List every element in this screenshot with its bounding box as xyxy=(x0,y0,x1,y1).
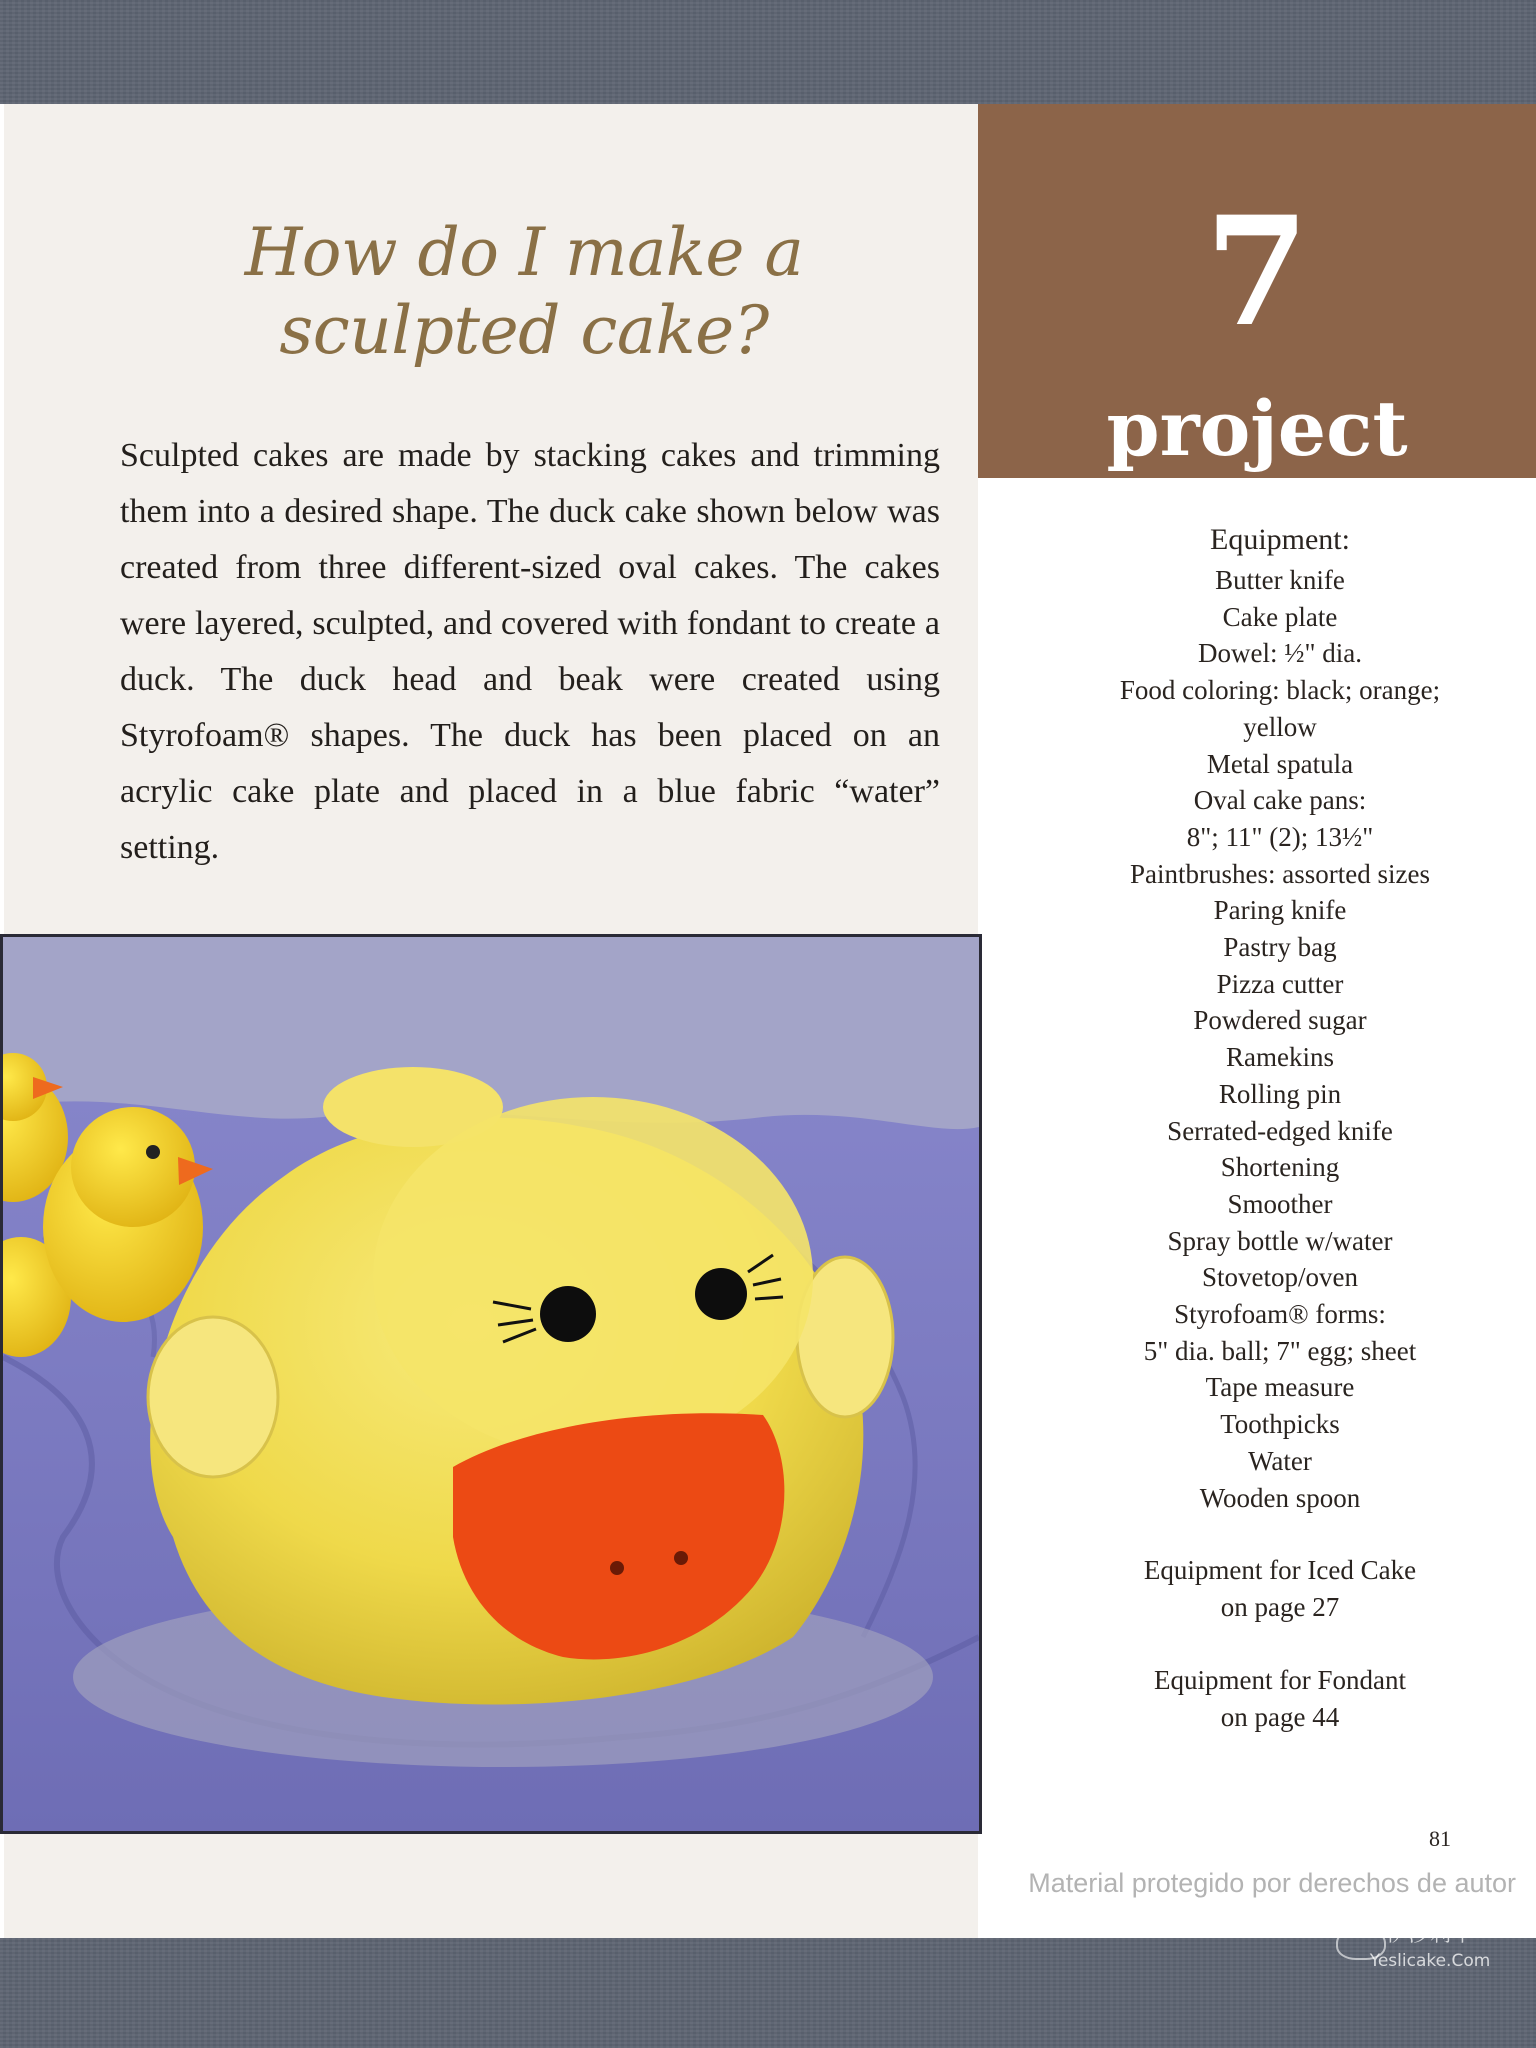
list-item: Food coloring: black; orange; xyxy=(1119,675,1441,706)
list-item: Styrofoam® forms: xyxy=(1174,1299,1386,1330)
list-item: Stovetop/oven xyxy=(1202,1262,1358,1293)
duck-wing-left xyxy=(148,1317,278,1477)
list-item: Ramekins xyxy=(1226,1042,1334,1073)
list-item: Tape measure xyxy=(1205,1372,1355,1403)
duck-eye-right xyxy=(695,1268,747,1320)
chapter-word: project xyxy=(1106,384,1408,473)
watermark-cn: 伊莎莉卡 xyxy=(1385,1922,1474,1947)
iced-cake-note-line1: Equipment for Iced Cake xyxy=(1143,1555,1417,1586)
equipment-section xyxy=(1050,520,1510,1736)
list-item: Paintbrushes: assorted sizes xyxy=(1130,858,1430,889)
list-item: Rolling pin xyxy=(1218,1078,1342,1109)
list-item: Serrated-edged knife xyxy=(1167,1115,1393,1146)
iced-cake-note xyxy=(1050,1552,1510,1626)
duck-cake-photo xyxy=(0,934,982,1834)
list-item: Powdered sugar xyxy=(1193,1005,1367,1036)
list-item: Paring knife xyxy=(1213,895,1347,926)
list-item: Shortening xyxy=(1220,1152,1340,1183)
list-item: Wooden spoon xyxy=(1199,1482,1361,1513)
list-item: Metal spatula xyxy=(1206,748,1354,779)
list-item: 8"; 11" (2); 13½" xyxy=(1186,821,1374,852)
list-item: Pastry bag xyxy=(1223,932,1337,963)
list-item: Butter knife xyxy=(1215,565,1345,595)
list-item: Oval cake pans: xyxy=(1193,785,1367,816)
intro-paragraph: Sculpted cakes are made by stacking cakes and trimming them into a desired shape. The duck cake shown below was created from three different-sized oval cakes. The cakes were layered, sculpted, and covered with fondant to create a duck. The duck head and beak were created using Styrofoam® shapes. The duck has been placed on an acrylic cake plate and placed in a blue fabric “water” setting. xyxy=(120,437,940,866)
watermark xyxy=(1330,1920,1530,1972)
page-number: 81 xyxy=(1429,1826,1451,1851)
equipment-heading: Equipment: xyxy=(1210,523,1350,556)
list-item: 5" dia. ball; 7" egg; sheet xyxy=(1143,1335,1417,1366)
copyright-notice: Material protegido por derechos de autor xyxy=(1028,1868,1516,1898)
watermark-en: Yeslicake.Com xyxy=(1369,1951,1491,1971)
equipment-list xyxy=(1050,562,1510,1516)
fondant-note-line1: Equipment for Fondant xyxy=(1154,1665,1406,1696)
book-page xyxy=(0,104,1536,1938)
chapter-number: 7 xyxy=(1204,184,1310,360)
fondant-note-line2: on page 44 xyxy=(1220,1702,1340,1733)
list-item: Dowel: ½" dia. xyxy=(1198,638,1362,669)
duck-cake-illustration xyxy=(3,937,979,1831)
iced-cake-note-line2: on page 27 xyxy=(1220,1592,1340,1623)
duck-head xyxy=(373,1097,813,1457)
chapter-band xyxy=(978,104,1536,478)
list-item: Water xyxy=(1248,1445,1312,1476)
list-item: Smoother xyxy=(1227,1188,1333,1219)
page-title: How do I make a sculpted cake? xyxy=(244,214,804,369)
list-item: Spray bottle w/water xyxy=(1167,1225,1393,1256)
list-item: yellow xyxy=(1243,711,1317,742)
list-item: Pizza cutter xyxy=(1216,968,1344,999)
list-item: Toothpicks xyxy=(1220,1409,1340,1440)
fondant-note xyxy=(1050,1662,1510,1736)
duck-eye-left xyxy=(540,1286,596,1342)
list-item: Cake plate xyxy=(1222,601,1338,632)
